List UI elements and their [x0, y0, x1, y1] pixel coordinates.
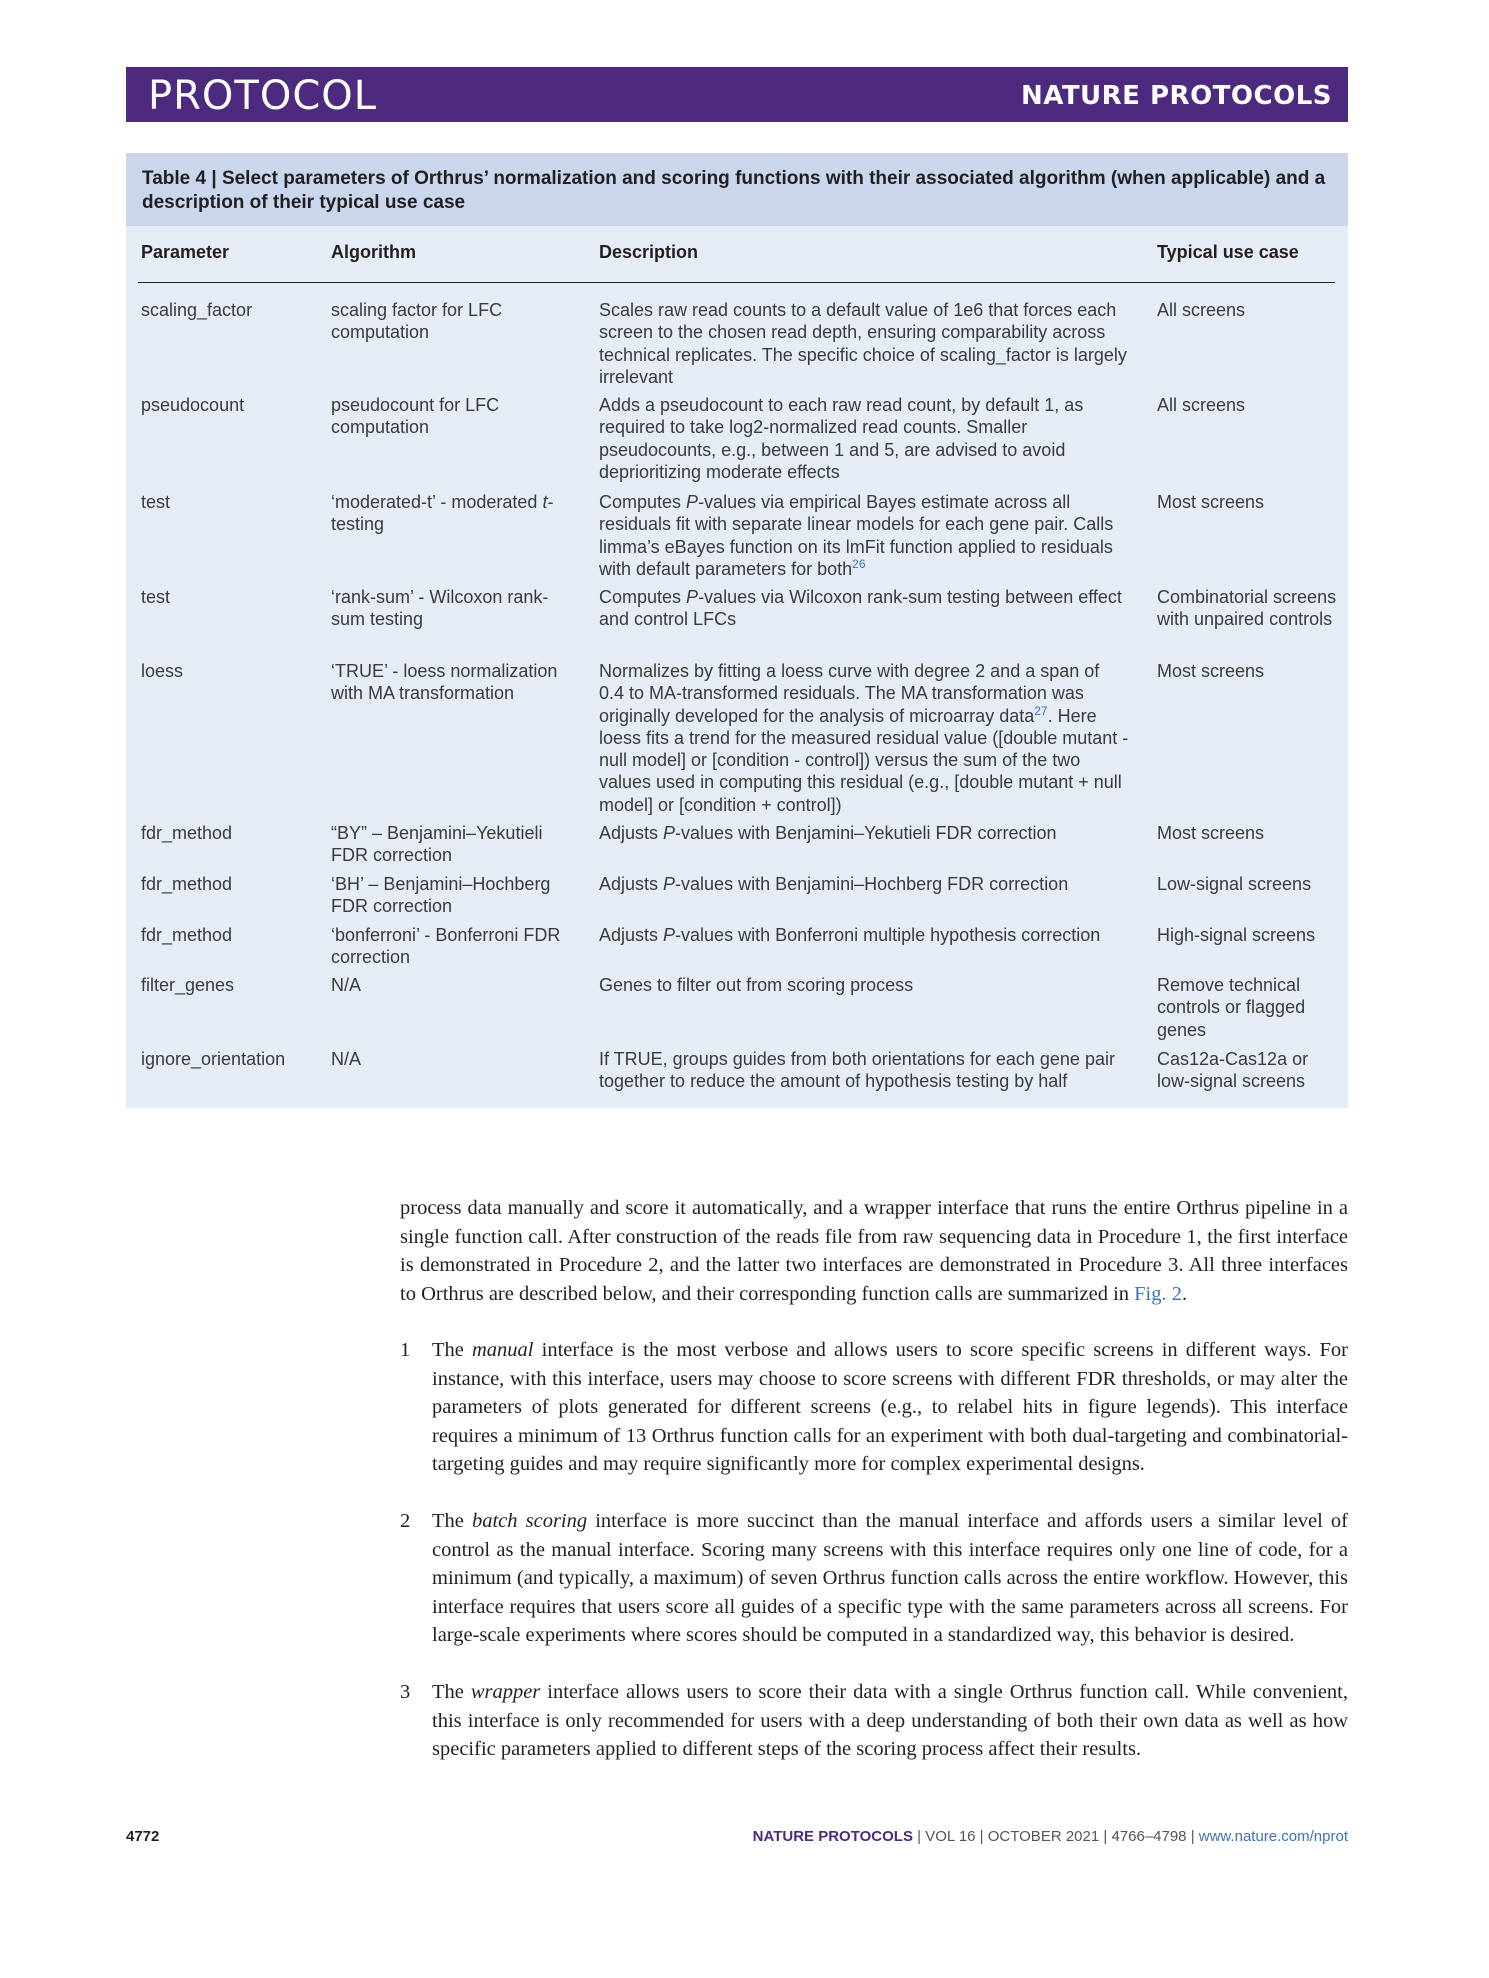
list-number: 2	[400, 1510, 411, 1532]
cell-use-case: All screens	[1157, 300, 1246, 320]
list-number: 1	[400, 1339, 411, 1361]
list-number: 3	[400, 1681, 411, 1703]
cell-description	[599, 660, 1129, 816]
cell-use-case: Remove technical controls or flagged genes	[1157, 975, 1306, 1040]
description-italic: P	[663, 874, 676, 894]
table-caption	[126, 153, 1348, 226]
cell-use-case: All screens	[1157, 395, 1246, 415]
cell-parameter: fdr_method	[141, 925, 233, 945]
cell-algorithm: ‘BH’ – Benjamini–Hochberg FDR correction	[331, 874, 551, 917]
cell-parameter: scaling_factor	[141, 300, 253, 320]
algorithm-text: ‘moderated-t’ - moderated	[331, 492, 538, 512]
list-emphasis: batch scoring	[471, 1510, 588, 1532]
description-text: Adjusts	[599, 874, 664, 894]
cell-use-case: Most screens	[1157, 823, 1265, 843]
cell-description	[599, 491, 1129, 580]
header-bar	[126, 67, 1348, 122]
footer-separator: |	[1099, 1828, 1112, 1845]
cell-algorithm: ‘rank-sum’ - Wilcoxon rank-sum testing	[331, 587, 549, 630]
cell-algorithm: ‘TRUE’ - loess normalization with MA transformation	[331, 661, 558, 704]
cell-parameter: pseudocount	[141, 395, 245, 415]
description-text: . Here loess fits a trend for the measured residual value ([double mutant - null model] or [condition - control]) versus the sum of the two values used in computing this residual (e.g., [double mutant + null model] or [condition + control])	[599, 705, 1129, 815]
column-header-description: Description	[599, 242, 699, 262]
cell-parameter: fdr_method	[141, 874, 233, 894]
description-text: -values with Bonferroni multiple hypothesis correction	[675, 925, 1101, 945]
footer-separator: |	[975, 1828, 988, 1845]
cell-algorithm: N/A	[331, 1049, 362, 1069]
cell-parameter: ignore_orientation	[141, 1049, 286, 1069]
cell-description	[599, 924, 1129, 946]
footer-separator: |	[912, 1828, 926, 1845]
description-text: Computes	[599, 587, 687, 607]
description-text: Normalizes by fitting a loess curve with degree 2 and a span of 0.4 to MA-transformed residuals. The MA transformation was originally developed for the analysis of microarray data	[599, 661, 1100, 726]
intro-paragraph	[400, 1194, 1348, 1308]
cell-algorithm: scaling factor for LFC computation	[331, 300, 503, 343]
column-header-algorithm: Algorithm	[331, 242, 416, 262]
description-italic: P	[663, 823, 676, 843]
cell-parameter: filter_genes	[141, 975, 235, 995]
cell-use-case: Most screens	[1157, 661, 1265, 681]
description-text: Computes	[599, 492, 687, 512]
column-header-parameter: Parameter	[141, 242, 230, 262]
list-text: The	[432, 1510, 472, 1532]
description-text: Adjusts	[599, 823, 664, 843]
list-item-text	[432, 1507, 1348, 1650]
cell-use-case: Low-signal screens	[1157, 874, 1312, 894]
cell-algorithm: pseudocount for LFC computation	[331, 395, 500, 438]
cell-description: Genes to filter out from scoring process	[599, 975, 914, 995]
footer-volume: VOL 16	[925, 1828, 976, 1845]
list-text: The	[432, 1681, 471, 1703]
cell-algorithm	[331, 491, 571, 536]
description-text: -values with Benjamini–Hochberg FDR correction	[675, 874, 1069, 894]
cell-algorithm: N/A	[331, 975, 362, 995]
column-header-use-case: Typical use case	[1157, 242, 1299, 262]
cell-description: Adds a pseudocount to each raw read count, by default 1, as required to take log2-normalized read counts. Smaller pseudocounts, e.g., between 1 and 5, are advised to avoid deprioritizing moderate effects	[599, 395, 1084, 482]
intro-text-end: .	[1182, 1282, 1188, 1305]
cell-algorithm: ‘bonferroni’ - Bonferroni FDR correction	[331, 925, 561, 968]
list-text: interface is the most verbose and allows users to score specific screens in different ways. For instance, with this interface, users may choose to score screens with different FDR thresholds, or may alter the parameters of plots generated for different screens (e.g., to relabel hits in figure legends). This interface requires a minimum of 13 Orthrus function calls for an experiment with both dual-targeting and combinatorial-targeting guides and may require significantly more for complex experimental designs.	[432, 1339, 1348, 1475]
cell-description	[599, 873, 1129, 895]
list-text: The	[432, 1339, 472, 1361]
cell-parameter: test	[141, 492, 171, 512]
cell-algorithm: “BY” – Benjamini–Yekutieli FDR correction	[331, 823, 543, 866]
cell-description: If TRUE, groups guides from both orientations for each gene pair together to reduce the amount of hypothesis testing by half	[599, 1049, 1115, 1092]
list-text: interface allows users to score their data with a single Orthrus function call. While convenient, this interface is only recommended for users with a deep understanding of both their own data as well as how specific parameters applied to different steps of the scoring process affect their results.	[432, 1681, 1348, 1760]
reference-link[interactable]: 26	[852, 556, 866, 571]
description-italic: P	[686, 492, 699, 512]
intro-text: process data manually and score it automatically, and a wrapper interface that runs the entire Orthrus pipeline in a single function call. After construction of the reads file from raw sequencing data in Procedure 1, the first interface is demonstrated in Procedure 2, and the latter two interfaces are demonstrated in Procedure 3. All three interfaces to Orthrus are described below, and their corresponding function calls are summarized in	[400, 1197, 1348, 1305]
page-number: 4772	[126, 1828, 160, 1845]
cell-description	[599, 822, 1129, 844]
footer-url-link[interactable]: www.nature.com/nprot	[1198, 1828, 1348, 1845]
footer-citation	[753, 1828, 1348, 1845]
list-item-text	[432, 1678, 1348, 1764]
cell-description	[599, 586, 1129, 631]
list-emphasis: manual	[472, 1339, 534, 1361]
table-label: Table 4 |	[142, 168, 217, 189]
cell-parameter: loess	[141, 661, 184, 681]
header-rule	[138, 282, 1335, 283]
description-text: Adjusts	[599, 925, 664, 945]
cell-use-case: Combinatorial screens with unpaired controls	[1157, 587, 1337, 630]
description-italic: P	[686, 587, 699, 607]
footer-separator: |	[1186, 1828, 1199, 1845]
description-text: -values via Wilcoxon rank-sum testing between effect and control LFCs	[599, 587, 1122, 630]
footer-issue: OCTOBER 2021	[987, 1828, 1100, 1845]
algorithm-italic: t	[542, 492, 548, 512]
description-text: -values with Benjamini–Yekutieli FDR correction	[675, 823, 1057, 843]
section-label: PROTOCOL	[148, 73, 378, 119]
figure-link[interactable]: Fig. 2	[1134, 1282, 1183, 1305]
cell-use-case: High-signal screens	[1157, 925, 1316, 945]
cell-parameter: test	[141, 587, 171, 607]
footer-journal: NATURE PROTOCOLS	[752, 1828, 913, 1845]
cell-parameter: fdr_method	[141, 823, 233, 843]
description-text: -values via empirical Bayes estimate across all residuals fit with separate linear models for each gene pair. Calls limma’s eBayes function on its lmFit function applied to residuals with default parameters for both	[599, 492, 1114, 579]
list-item-text	[432, 1336, 1348, 1479]
algorithm-text: -testing	[331, 492, 554, 535]
cell-use-case: Cas12a-Cas12a or low-signal screens	[1157, 1049, 1309, 1092]
reference-link[interactable]: 27	[1034, 703, 1048, 718]
cell-description: Scales raw read counts to a default value of 1e6 that forces each screen to the chosen read depth, ensuring comparability across technical replicates. The specific choice of scaling_factor is largely irrelevant	[599, 300, 1127, 387]
journal-name: NATURE PROTOCOLS	[1020, 81, 1332, 111]
description-italic: P	[663, 925, 676, 945]
list-emphasis: wrapper	[470, 1681, 541, 1703]
list-text: interface is more succinct than the manual interface and affords users a similar level of control as the manual interface. Scoring many screens with this interface requires only one line of code, for a minimum (and typically, a maximum) of seven Orthrus function calls across the entire workflow. However, this interface requires that users score all guides of a specific type with the same parameters across all screens. For large-scale experiments where scores should be computed in a standardized way, this behavior is desired.	[432, 1510, 1349, 1646]
cell-use-case: Most screens	[1157, 492, 1265, 512]
table-caption-text: Select parameters of Orthrus’ normalization and scoring functions with their associated algorithm (when applicable) and a description of their typical use case	[142, 168, 1326, 213]
footer-pages: 4766–4798	[1111, 1828, 1187, 1845]
